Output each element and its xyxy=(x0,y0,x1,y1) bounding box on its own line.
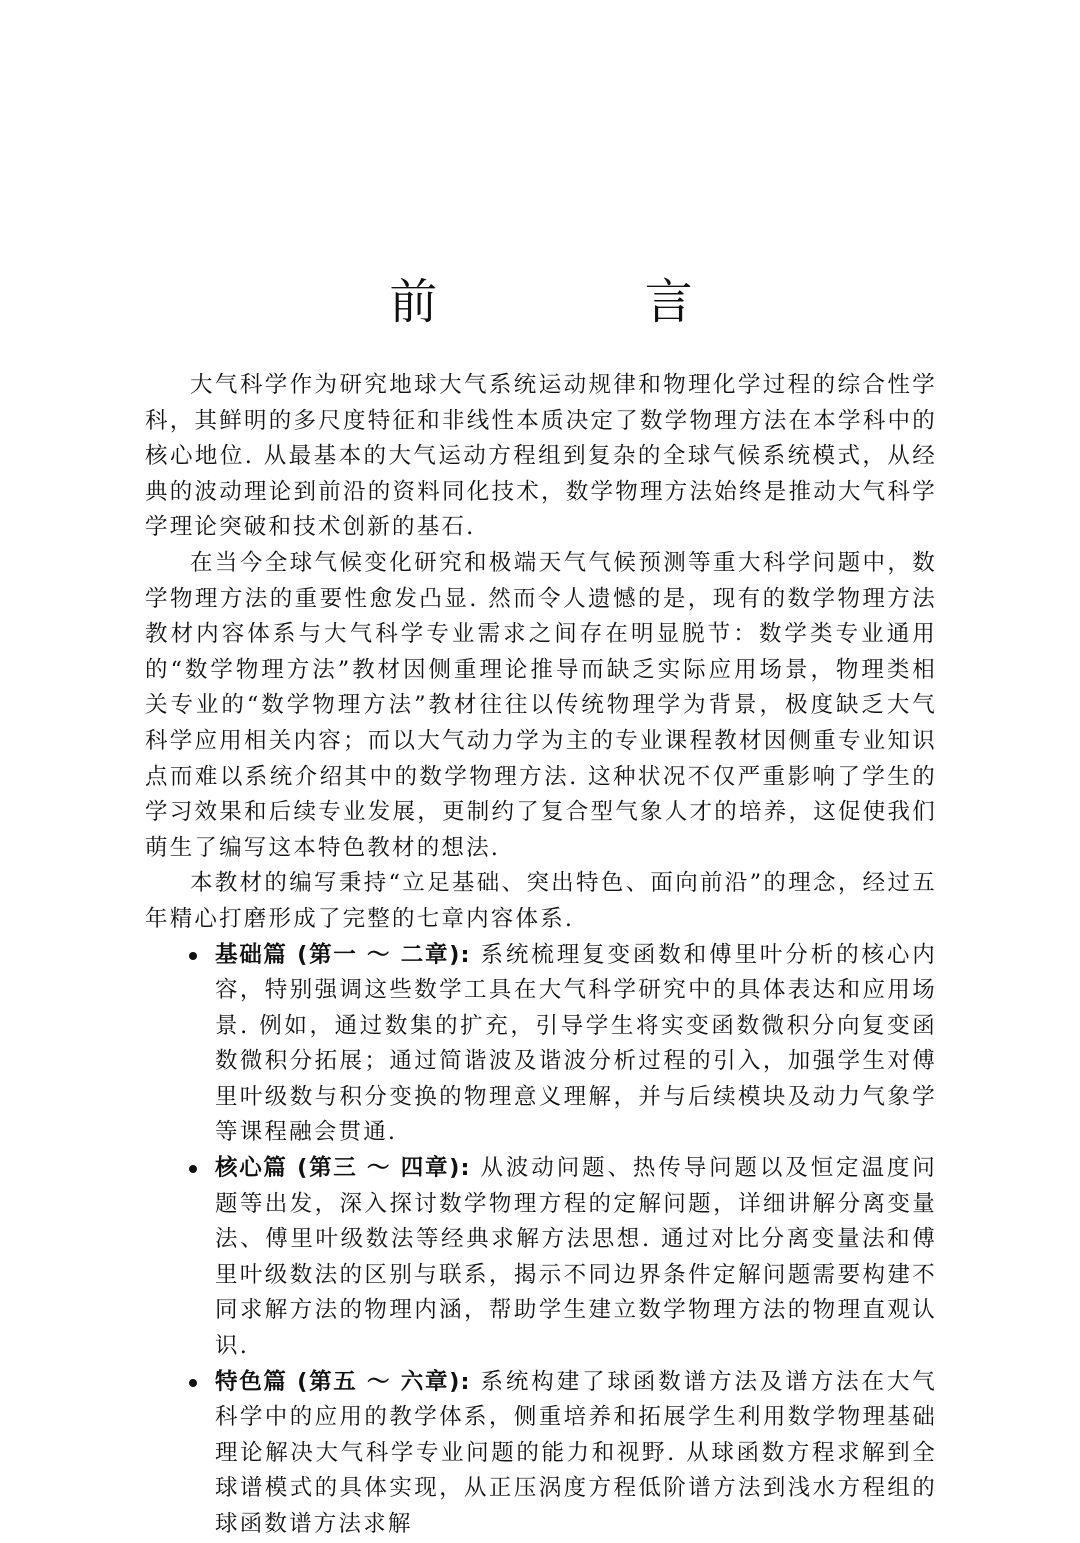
list-item-text: 从波动问题、热传导问题以及恒定温度问题等出发，深入探讨数学物理方程的定解问题，详细讲解分离变量法、傅里叶级数法等经典求解方法思想. 通过对比分离变量法和傅里叶级数法的区别与联系，揭示不同边界条件定解问题需要构建不同求解方法的物理内涵，帮助学生建立数学物理方法的物理直观认识. xyxy=(215,1155,937,1360)
paragraph: 在当今全球气候变化研究和极端天气气候预测等重大科学问题中，数学物理方法的重要性愈发凸显. 然而令人遗憾的是，现有的数学物理方法教材内容体系与大气科学专业需求之间存在明显脱节：数学类专业通用的“数学物理方法”教材因侧重理论推导而缺乏实际应用场景，物理类相关专业的“数学物理方法”教材往往以传统物理学为背景，极度缺乏大气科学应用相关内容；而以大气动力学为主的专业课程教材因侧重专业知识点而难以系统介绍其中的数学物理方法. 这种状况不仅严重影响了学生的学习效果和后续专业发展，更制约了复合型气象人才的培养，这促使我们萌生了编写这本特色教材的想法. xyxy=(145,549,937,861)
body-text xyxy=(145,368,937,1543)
bullet-icon xyxy=(189,952,197,960)
chapter-list xyxy=(145,938,937,1543)
list-item-text: 系统梳理复变函数和傅里叶分析的核心内容，特别强调这些数学工具在大气科学研究中的具体表达和应用场景. 例如，通过数集的扩充，引导学生将实变函数微积分向复变函数微积分拓展；通过简谐波及谐波分析过程的引入，加强学生对傅里叶级数与积分变换的物理意义理解，并与后续模块及动力气象学等课程融会贯通. xyxy=(215,941,937,1146)
paragraph: 大气科学作为研究地球大气系统运动规律和物理化学过程的综合性学科，其鲜明的多尺度特征和非线性本质决定了数学物理方法在本学科中的核心地位. 从最基本的大气运动方程组到复杂的全球气候系统模式，从经典的波动理论到前沿的资料同化技术，数学物理方法始终是推动大气科学学理论突破和技术创新的基石. xyxy=(145,372,937,541)
bullet-icon xyxy=(189,1379,197,1387)
bullet-icon xyxy=(189,1165,197,1173)
list-item xyxy=(145,1365,937,1543)
document-page xyxy=(145,0,937,1537)
list-item-heading: 特色篇 (第五 ～ 六章): xyxy=(215,1368,471,1395)
list-item-heading: 核心篇 (第三 ～ 四章): xyxy=(215,1155,471,1182)
page-title: 前 言 xyxy=(389,274,789,331)
list-item xyxy=(145,938,937,1152)
list-item xyxy=(145,1151,937,1365)
list-item-text: 系统构建了球函数谱方法及谱方法在大气科学中的应用的教学体系，侧重培养和拓展学生利用数学物理基础理论解决大气科学专业问题的能力和视野. 从球函数方程求解到全球谱模式的具体实现，从正压涡度方程低阶谱方法到浅水方程组的球函数谱方法求解 xyxy=(215,1368,937,1537)
list-item-heading: 基础篇 (第一 ～ 二章): xyxy=(215,941,471,968)
paragraph: 本教材的编写秉持“立足基础、突出特色、面向前沿”的理念，经过五年精心打磨形成了完整的七章内容体系. xyxy=(145,870,937,932)
